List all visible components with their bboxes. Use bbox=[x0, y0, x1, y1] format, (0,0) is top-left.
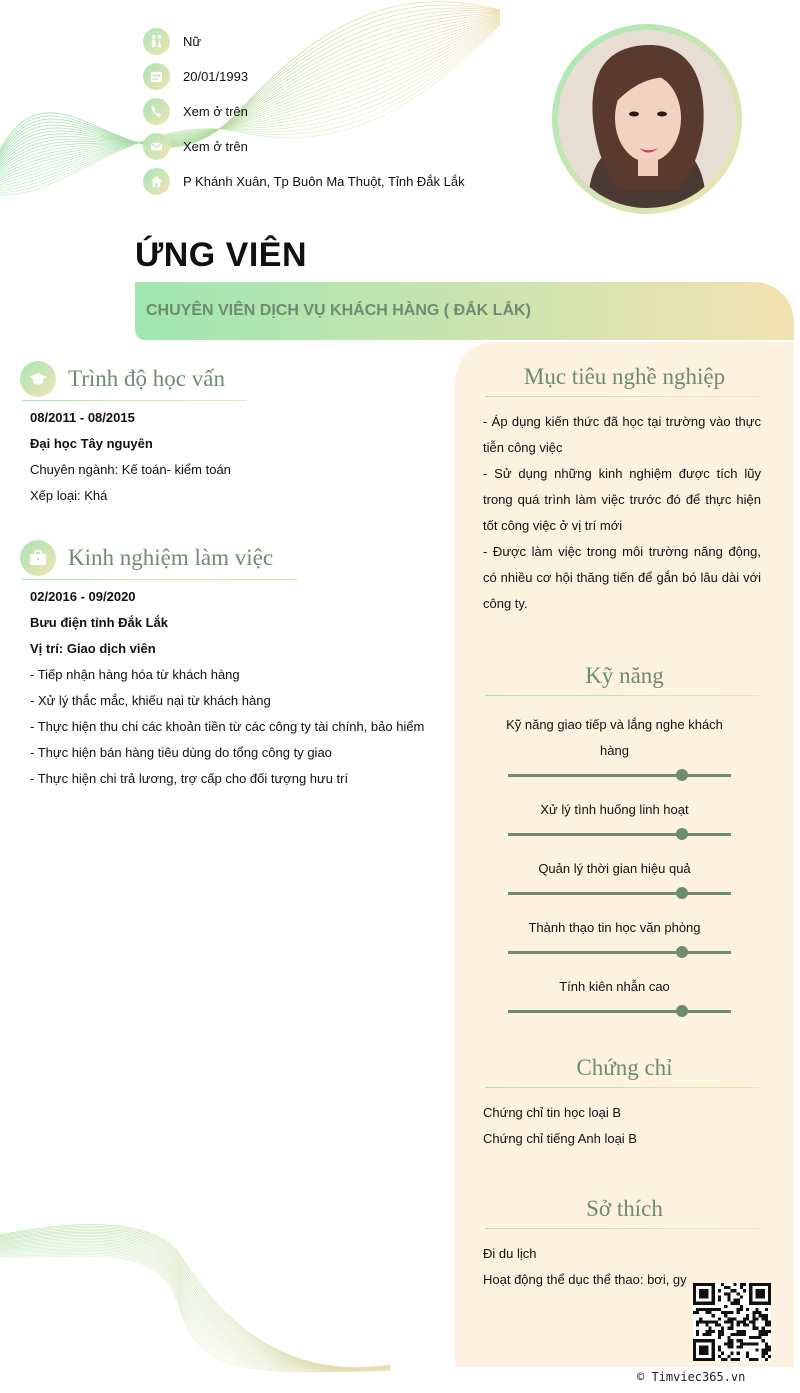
job-title-bar bbox=[135, 282, 794, 340]
contact-address bbox=[143, 164, 465, 199]
experience-duty: - Xử lý thắc mắc, khiếu nại từ khách hàng bbox=[30, 693, 271, 708]
experience-duty: - Thực hiện thu chi các khoản tiền từ các công ty tài chính, bảo hiểm bbox=[30, 719, 425, 734]
skills-divider bbox=[485, 695, 759, 696]
experience-duty: - Thực hiện bán hàng tiêu dùng do tổng công ty giao bbox=[30, 745, 332, 760]
hobbies-divider bbox=[485, 1228, 759, 1229]
experience-section bbox=[20, 537, 430, 792]
hobby-item: Đi du lịch bbox=[483, 1246, 537, 1261]
skill-item bbox=[455, 797, 794, 836]
objective-line: - Áp dụng kiến thức đã học tại trường vào thực tiễn công việc bbox=[483, 414, 761, 455]
briefcase-icon bbox=[20, 540, 56, 576]
phone-text: Xem ở trên bbox=[183, 104, 248, 119]
experience-duty: - Tiếp nhận hàng hóa từ khách hàng bbox=[30, 667, 240, 682]
avatar-photo bbox=[558, 30, 736, 208]
skill-name: Quản lý thời gian hiệu quả bbox=[538, 861, 691, 876]
skill-name: Thành thạo tin học văn phòng bbox=[528, 920, 701, 935]
job-title: CHUYÊN VIÊN DỊCH VỤ KHÁCH HÀNG ( ĐẮK LẮK) bbox=[146, 302, 531, 319]
mail-icon bbox=[143, 133, 170, 160]
certificate-item: Chứng chỉ tiếng Anh loại B bbox=[483, 1131, 637, 1146]
experience-divider bbox=[22, 579, 297, 580]
qr-code bbox=[693, 1283, 771, 1361]
contact-phone bbox=[143, 94, 465, 129]
experience-body bbox=[20, 584, 430, 792]
skill-bar bbox=[508, 951, 731, 954]
education-header bbox=[20, 358, 430, 400]
objective-divider bbox=[485, 396, 759, 397]
certificates-title: Chứng chỉ bbox=[576, 1055, 673, 1080]
birthday-text: 20/01/1993 bbox=[183, 69, 249, 84]
skill-bar bbox=[508, 774, 731, 777]
education-school: Đại học Tây nguyên bbox=[30, 436, 153, 451]
skill-name: Tính kiên nhẫn cao bbox=[559, 979, 670, 994]
skill-item bbox=[455, 856, 794, 895]
skill-name: Xử lý tình huống linh hoạt bbox=[540, 802, 689, 817]
experience-period: 02/2016 - 09/2020 bbox=[30, 589, 136, 604]
skill-bar bbox=[508, 1010, 731, 1013]
contact-info bbox=[143, 24, 465, 199]
skill-name: Kỹ năng giao tiếp và lắng nghe khách hàng bbox=[506, 717, 723, 758]
education-title: Trình độ học vấn bbox=[68, 366, 225, 391]
education-period: 08/2011 - 08/2015 bbox=[30, 410, 135, 425]
copyright-footer: © Timviec365.vn bbox=[637, 1370, 746, 1384]
skills-title: Kỹ năng bbox=[585, 663, 664, 688]
education-divider bbox=[22, 400, 247, 401]
education-major: Chuyên ngành: Kế toán- kiểm toán bbox=[30, 462, 231, 477]
gender-text: Nữ bbox=[183, 34, 202, 49]
hobby-item: Hoạt động thể dục thể thao: bơi, gy bbox=[483, 1272, 687, 1287]
graduation-cap-icon bbox=[20, 361, 56, 397]
education-grade: Xếp loại: Khá bbox=[30, 488, 108, 503]
hobbies-section bbox=[455, 1196, 794, 1293]
objective-line: - Được làm việc trong môi trường năng động, có nhiều cơ hội thăng tiến để gắn bó lâu dài với công ty. bbox=[483, 544, 761, 611]
calendar-icon bbox=[143, 63, 170, 90]
skill-item bbox=[455, 974, 794, 1013]
education-section bbox=[20, 358, 430, 509]
hobbies-title: Sở thích bbox=[586, 1196, 663, 1221]
certificates-section bbox=[455, 1055, 794, 1152]
experience-header bbox=[20, 537, 430, 579]
experience-company: Bưu điện tỉnh Đắk Lắk bbox=[30, 615, 168, 630]
email-text: Xem ở trên bbox=[183, 139, 248, 154]
skill-knob bbox=[676, 828, 688, 840]
certificates-divider bbox=[485, 1087, 759, 1088]
experience-title: Kinh nghiệm làm việc bbox=[68, 545, 274, 570]
skills-list bbox=[455, 712, 794, 1013]
avatar bbox=[552, 24, 742, 214]
objective-body bbox=[455, 409, 794, 617]
address-text: P Khánh Xuân, Tp Buôn Ma Thuột, Tỉnh Đắk Lắk bbox=[183, 174, 465, 189]
phone-icon bbox=[143, 98, 170, 125]
skill-item bbox=[455, 712, 794, 777]
contact-gender bbox=[143, 24, 465, 59]
right-column bbox=[455, 342, 794, 1367]
skill-knob bbox=[676, 946, 688, 958]
home-icon bbox=[143, 168, 170, 195]
contact-email bbox=[143, 129, 465, 164]
certificates-body bbox=[455, 1100, 794, 1152]
education-body bbox=[20, 405, 430, 509]
left-column bbox=[20, 358, 430, 792]
decorative-waves-bottom bbox=[0, 1215, 400, 1393]
certificate-item: Chứng chỉ tin học loại B bbox=[483, 1105, 622, 1120]
skill-bar bbox=[508, 892, 731, 895]
skill-knob bbox=[676, 769, 688, 781]
skills-section bbox=[455, 663, 794, 1013]
objective-line: - Sử dụng những kinh nghiệm được tích lũy trong quá trình làm việc trước đó để thực hiện tốt công việc ở vị trí mới bbox=[483, 466, 761, 533]
objective-section bbox=[455, 342, 794, 617]
candidate-name: ỨNG VIÊN bbox=[135, 236, 308, 274]
skill-item bbox=[455, 915, 794, 954]
experience-position: Vị trí: Giao dịch viên bbox=[30, 641, 156, 656]
skill-bar bbox=[508, 833, 731, 836]
gender-icon bbox=[143, 28, 170, 55]
objective-title: Mục tiêu nghề nghiệp bbox=[523, 364, 726, 389]
experience-duty: - Thực hiện chi trả lương, trợ cấp cho đối tượng hưu trí bbox=[30, 771, 349, 786]
skill-knob bbox=[676, 887, 688, 899]
contact-birthday bbox=[143, 59, 465, 94]
skill-knob bbox=[676, 1005, 688, 1017]
